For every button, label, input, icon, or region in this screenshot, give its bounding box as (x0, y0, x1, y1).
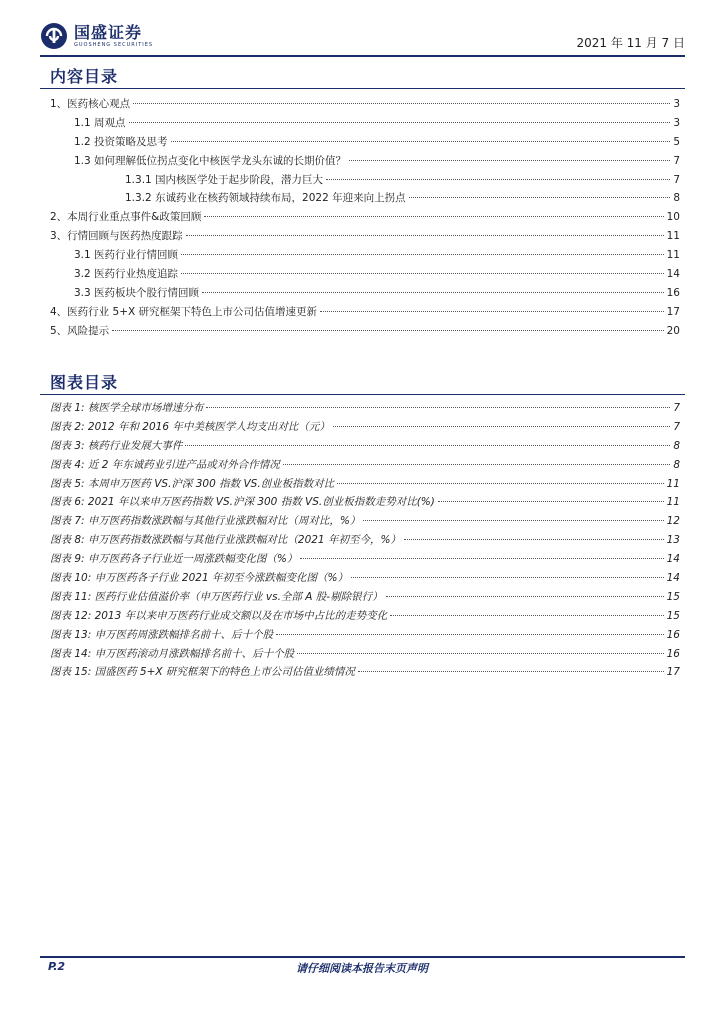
figures-list (50, 400, 680, 683)
dot-leader (181, 273, 664, 274)
dot-leader (204, 216, 663, 217)
figure-entry[interactable] (50, 589, 680, 608)
figure-entry[interactable] (50, 494, 680, 513)
toc-entry-text: 1.3.2 东诚药业在核药领域持续布局，2022 年迎来向上拐点 (125, 192, 406, 205)
toc-title: 内容目录 (50, 67, 119, 86)
figure-entry-page: 16 (666, 647, 680, 660)
toc-entry-page: 14 (666, 268, 680, 281)
report-date: 2021 年 11 月 7 日 (576, 36, 685, 50)
figure-entry-page: 11 (666, 496, 680, 509)
figure-entry-page: 12 (666, 515, 680, 528)
figure-entry-text: 图表 4: 近 2 年东诚药业引进产品或对外合作情况 (50, 458, 280, 471)
dot-leader (351, 577, 664, 578)
dot-leader (337, 483, 663, 484)
figure-entry-page: 8 (673, 439, 680, 452)
figure-entry[interactable] (50, 419, 680, 438)
figure-entry-text: 图表 3: 核药行业发展大事件 (50, 439, 183, 452)
dot-leader (349, 160, 670, 161)
figure-entry-text: 图表 9: 申万医药各子行业近一周涨跌幅变化图（%） (50, 553, 298, 566)
dot-leader (320, 311, 664, 312)
toc-entry[interactable] (50, 285, 680, 304)
dot-leader (390, 615, 663, 616)
toc-entry-page: 7 (673, 173, 680, 186)
toc-entry-text: 1.3 如何理解低位拐点变化中核医学龙头东诚的长期价值？ (74, 154, 347, 167)
toc-entry-page: 5 (673, 135, 680, 148)
page-number: P.2 (48, 960, 66, 973)
figure-entry[interactable] (50, 532, 680, 551)
page-header (40, 22, 685, 54)
figure-entry-page: 16 (666, 628, 680, 641)
toc-entry-page: 8 (673, 192, 680, 205)
figure-entry-page: 7 (673, 402, 680, 414)
figure-entry-text: 图表 2: 2012 年和 2016 年中美核医学人均支出对比（元） (50, 420, 330, 433)
figure-entry-page: 14 (666, 572, 680, 585)
footer-divider (40, 956, 685, 958)
dot-leader (333, 426, 670, 427)
header-divider (40, 55, 685, 57)
figure-entry[interactable] (50, 646, 680, 665)
figure-entry[interactable] (50, 551, 680, 570)
dot-leader (133, 103, 670, 104)
figure-entry[interactable] (50, 438, 680, 457)
dot-leader (438, 501, 664, 502)
figure-entry-page: 8 (673, 458, 680, 471)
dot-leader (276, 634, 664, 635)
dot-leader (129, 122, 671, 123)
toc-entry-page: 3 (673, 116, 680, 129)
dot-leader (202, 292, 664, 293)
figure-entry-page: 17 (666, 666, 680, 679)
dot-leader (409, 197, 671, 198)
figure-entry-page: 7 (673, 420, 680, 433)
dot-leader (386, 596, 664, 597)
dot-leader (363, 520, 663, 521)
toc-entry-text: 1.3.1 国内核医学处于起步阶段，潜力巨大 (125, 173, 324, 186)
toc-entry-page: 10 (666, 211, 680, 224)
toc-title-divider (40, 88, 685, 89)
toc-entry[interactable] (50, 228, 680, 247)
figure-entry-text: 图表 15: 国盛医药 5+X 研究框架下的特色上市公司估值业绩情况 (50, 666, 355, 679)
figures-title: 图表目录 (50, 373, 119, 392)
toc-entry-text: 3、行情回顾与医药热度跟踪 (50, 230, 183, 243)
figure-entry-page: 11 (666, 477, 680, 490)
toc-entry[interactable] (50, 209, 680, 228)
dot-leader (326, 179, 670, 180)
toc-entry[interactable] (50, 266, 680, 285)
toc-entry-page: 16 (666, 286, 680, 299)
toc-entry[interactable] (50, 134, 680, 153)
figure-entry[interactable] (50, 570, 680, 589)
toc-entry-page: 11 (666, 230, 680, 243)
dot-leader (283, 464, 671, 465)
toc-entry-page: 3 (673, 98, 680, 110)
figure-entry[interactable] (50, 476, 680, 495)
dot-leader (300, 558, 663, 559)
figure-entry-text: 图表 11: 医药行业估值溢价率（申万医药行业 vs.全部 A 股-剔除银行） (50, 590, 383, 603)
figure-entry-page: 13 (666, 534, 680, 547)
figures-title-divider (40, 394, 685, 395)
toc-entry-text: 2、本周行业重点事件&政策回顾 (50, 211, 202, 224)
figure-entry[interactable] (50, 627, 680, 646)
dot-leader (404, 539, 664, 540)
figure-entry-text: 图表 13: 申万医药周涨跌幅排名前十、后十个股 (50, 628, 274, 641)
dot-leader (171, 141, 671, 142)
toc-entry-text: 1、医药核心观点 (50, 98, 131, 110)
toc-entry-page: 11 (666, 249, 680, 262)
guosheng-logo-icon (40, 22, 68, 50)
toc-entry[interactable] (50, 172, 680, 191)
toc-entry-text: 1.2 投资策略及思考 (74, 135, 168, 148)
logo-english-name: GUOSHENG SECURITIES (74, 41, 154, 48)
figure-entry[interactable] (50, 664, 680, 683)
figure-entry-text: 图表 8: 申万医药指数涨跌幅与其他行业涨跌幅对比（2021 年初至今，%） (50, 534, 401, 547)
toc-entry[interactable] (50, 115, 680, 134)
toc-entry-text: 1.1 周观点 (74, 116, 126, 129)
toc-entry-page: 17 (666, 305, 680, 318)
figure-entry[interactable] (50, 400, 680, 419)
toc-entry-page: 7 (673, 154, 680, 167)
figure-entry-text: 图表 1: 核医学全球市场增速分布 (50, 402, 204, 414)
figure-entry-text: 图表 7: 申万医药指数涨跌幅与其他行业涨跌幅对比（周对比，%） (50, 515, 361, 528)
figure-entry-text: 图表 5: 本周申万医药 VS.沪深 300 指数 VS.创业板指数对比 (50, 477, 335, 490)
dot-leader (186, 235, 664, 236)
company-logo (40, 22, 153, 50)
toc-entry-page: 20 (666, 324, 680, 337)
toc-entry-text: 3.1 医药行业行情回顾 (74, 249, 179, 262)
dot-leader (112, 330, 663, 331)
dot-leader (185, 445, 670, 446)
figure-entry-page: 15 (666, 590, 680, 603)
figure-entry[interactable] (50, 608, 680, 627)
toc-entry[interactable] (50, 153, 680, 172)
figure-entry[interactable] (50, 457, 680, 476)
toc-entry[interactable] (50, 247, 680, 266)
dot-leader (206, 407, 670, 408)
figure-entry-text: 图表 12: 2013 年以来申万医药行业成交额以及在市场中占比的走势变化 (50, 609, 388, 622)
toc-entry[interactable] (50, 304, 680, 323)
dot-leader (181, 254, 664, 255)
toc-entry-text: 5、风险提示 (50, 324, 110, 337)
dot-leader (297, 653, 664, 654)
logo-chinese-name: 国盛证券 (74, 22, 143, 42)
footer-disclaimer: 请仔细阅读本报告末页声明 (296, 962, 428, 975)
figure-entry-text: 图表 6: 2021 年以来申万医药指数 VS.沪深 300 指数 VS.创业板指数走势对比(%) (50, 496, 435, 509)
toc-entry-text: 3.3 医药板块个股行情回顾 (74, 286, 200, 299)
toc-entry-text: 3.2 医药行业热度追踪 (74, 268, 179, 281)
dot-leader (358, 671, 664, 672)
figure-entry[interactable] (50, 513, 680, 532)
figure-entry-text: 图表 14: 申万医药滚动月涨跌幅排名前十、后十个股 (50, 647, 295, 660)
contents-list (50, 96, 680, 342)
figure-entry-page: 14 (666, 553, 680, 566)
toc-entry[interactable] (50, 190, 680, 209)
toc-entry[interactable] (50, 323, 680, 342)
toc-entry[interactable] (50, 96, 680, 115)
figure-entry-page: 15 (666, 609, 680, 622)
figure-entry-text: 图表 10: 申万医药各子行业 2021 年初至今涨跌幅变化图（%） (50, 572, 348, 585)
toc-entry-text: 4、医药行业 5+X 研究框架下特色上市公司估值增速更新 (50, 305, 318, 318)
